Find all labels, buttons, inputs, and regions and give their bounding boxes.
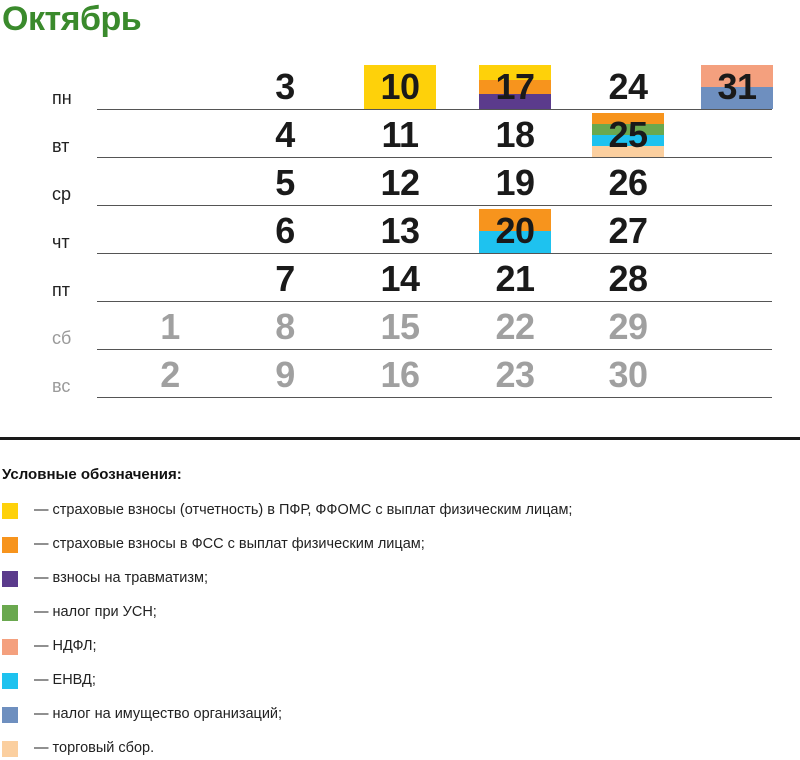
day-number: 23 bbox=[495, 354, 535, 395]
day-cell bbox=[592, 161, 664, 205]
day-number: 6 bbox=[275, 210, 295, 251]
day-cell bbox=[249, 257, 321, 301]
day-number: 14 bbox=[380, 258, 420, 299]
day-number: 11 bbox=[381, 114, 419, 155]
day-number: 7 bbox=[275, 258, 295, 299]
day-cell bbox=[592, 353, 664, 397]
row-separator bbox=[97, 397, 772, 398]
legend-label: — налог на имущество организаций; bbox=[34, 706, 283, 722]
legend-swatch bbox=[2, 707, 18, 723]
legend-swatch bbox=[2, 537, 18, 553]
day-cell bbox=[592, 257, 664, 301]
day-number: 25 bbox=[608, 114, 648, 155]
day-cell bbox=[364, 65, 436, 109]
day-cell bbox=[134, 353, 206, 397]
day-number: 27 bbox=[608, 210, 648, 251]
day-cell bbox=[592, 65, 664, 109]
day-number: 28 bbox=[608, 258, 648, 299]
day-number: 3 bbox=[275, 66, 295, 107]
legend-title: Условные обозначения: bbox=[2, 466, 182, 483]
weekday-row bbox=[0, 110, 800, 158]
day-number: 1 bbox=[160, 306, 180, 347]
weekday-row bbox=[0, 350, 800, 398]
weekday-label: вт bbox=[52, 136, 70, 156]
weekday-row bbox=[0, 158, 800, 206]
day-cell bbox=[479, 305, 551, 349]
weekday-label: ср bbox=[52, 184, 72, 204]
day-cell bbox=[364, 353, 436, 397]
day-cell bbox=[479, 209, 551, 253]
legend-label: — НДФЛ; bbox=[34, 638, 97, 654]
legend-swatch bbox=[2, 639, 18, 655]
month-title: Октябрь bbox=[2, 0, 142, 38]
legend-label: — страховые взносы в ФСС с выплат физическим лицам; bbox=[34, 536, 425, 552]
legend-swatch bbox=[2, 741, 18, 757]
day-number: 18 bbox=[495, 114, 535, 155]
day-cell bbox=[364, 257, 436, 301]
day-number: 15 bbox=[380, 306, 420, 347]
day-cell bbox=[249, 305, 321, 349]
day-number: 8 bbox=[275, 306, 295, 347]
day-cell bbox=[479, 257, 551, 301]
day-cell bbox=[249, 113, 321, 157]
legend-label: — страховые взносы (отчетность) в ПФР, ФФОМС с выплат физическим лицам; bbox=[34, 502, 573, 518]
day-number: 31 bbox=[717, 66, 757, 107]
day-number: 22 bbox=[495, 306, 535, 347]
weekday-label: пт bbox=[52, 280, 70, 300]
calendar-grid bbox=[0, 60, 800, 410]
legend-label: — взносы на травматизм; bbox=[34, 570, 208, 586]
day-cell bbox=[364, 209, 436, 253]
day-number: 4 bbox=[275, 114, 295, 155]
day-number: 26 bbox=[608, 162, 648, 203]
legend-swatch bbox=[2, 605, 18, 621]
legend-swatch bbox=[2, 571, 18, 587]
weekday-row bbox=[0, 206, 800, 254]
day-cell bbox=[592, 113, 664, 157]
day-number: 19 bbox=[495, 162, 535, 203]
legend-swatch bbox=[2, 673, 18, 689]
day-number: 29 bbox=[608, 306, 648, 347]
weekday-label: пн bbox=[52, 88, 72, 108]
day-cell bbox=[364, 161, 436, 205]
day-number: 13 bbox=[380, 210, 420, 251]
day-cell bbox=[364, 113, 436, 157]
day-number: 2 bbox=[160, 354, 180, 395]
weekday-row bbox=[0, 254, 800, 302]
day-number: 30 bbox=[608, 354, 648, 395]
day-cell bbox=[701, 65, 773, 109]
day-number: 16 bbox=[380, 354, 420, 395]
day-number: 20 bbox=[495, 210, 535, 251]
day-number: 5 bbox=[275, 162, 295, 203]
day-number: 17 bbox=[495, 66, 535, 107]
day-cell bbox=[249, 209, 321, 253]
day-cell bbox=[364, 305, 436, 349]
day-cell bbox=[592, 305, 664, 349]
day-cell bbox=[479, 161, 551, 205]
day-cell bbox=[479, 65, 551, 109]
day-cell bbox=[249, 65, 321, 109]
day-cell bbox=[479, 353, 551, 397]
weekday-row bbox=[0, 62, 800, 110]
day-number: 12 bbox=[380, 162, 420, 203]
day-number: 24 bbox=[608, 66, 648, 107]
divider bbox=[0, 437, 800, 440]
weekday-row bbox=[0, 302, 800, 350]
day-cell bbox=[249, 161, 321, 205]
day-cell bbox=[134, 305, 206, 349]
day-number: 10 bbox=[380, 66, 420, 107]
day-cell bbox=[249, 353, 321, 397]
weekday-label: чт bbox=[52, 232, 70, 252]
weekday-label: вс bbox=[52, 376, 71, 396]
legend-swatch bbox=[2, 503, 18, 519]
day-cell bbox=[592, 209, 664, 253]
day-number: 21 bbox=[495, 258, 535, 299]
legend-label: — торговый сбор. bbox=[34, 740, 155, 756]
day-cell bbox=[479, 113, 551, 157]
legend-label: — ЕНВД; bbox=[34, 672, 96, 688]
day-number: 9 bbox=[275, 354, 295, 395]
weekday-label: сб bbox=[52, 328, 72, 348]
legend-label: — налог при УСН; bbox=[34, 604, 157, 620]
